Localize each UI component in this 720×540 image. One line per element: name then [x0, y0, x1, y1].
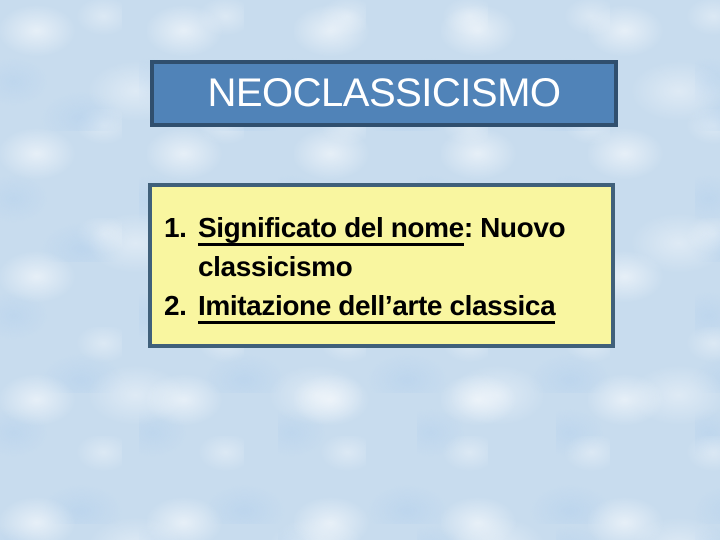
- slide-title: NEOCLASSICISMO: [207, 70, 561, 115]
- list-item-2-text: [198, 286, 603, 325]
- title-box: [150, 60, 618, 127]
- list-item-1-underlined-text: Significato del nome: [198, 212, 464, 246]
- list-item-1-number: 1.: [164, 212, 187, 243]
- list-item-2-underlined-text: Imitazione dell’arte classica: [198, 290, 555, 324]
- list-item-2: [164, 286, 605, 325]
- content-box: [148, 183, 615, 348]
- list-item-1: [164, 208, 605, 286]
- list-item-1-text: [198, 208, 603, 286]
- list-item-2-number: 2.: [164, 290, 187, 321]
- list-item-1-plain-text: : Nuovo classicismo: [198, 212, 566, 282]
